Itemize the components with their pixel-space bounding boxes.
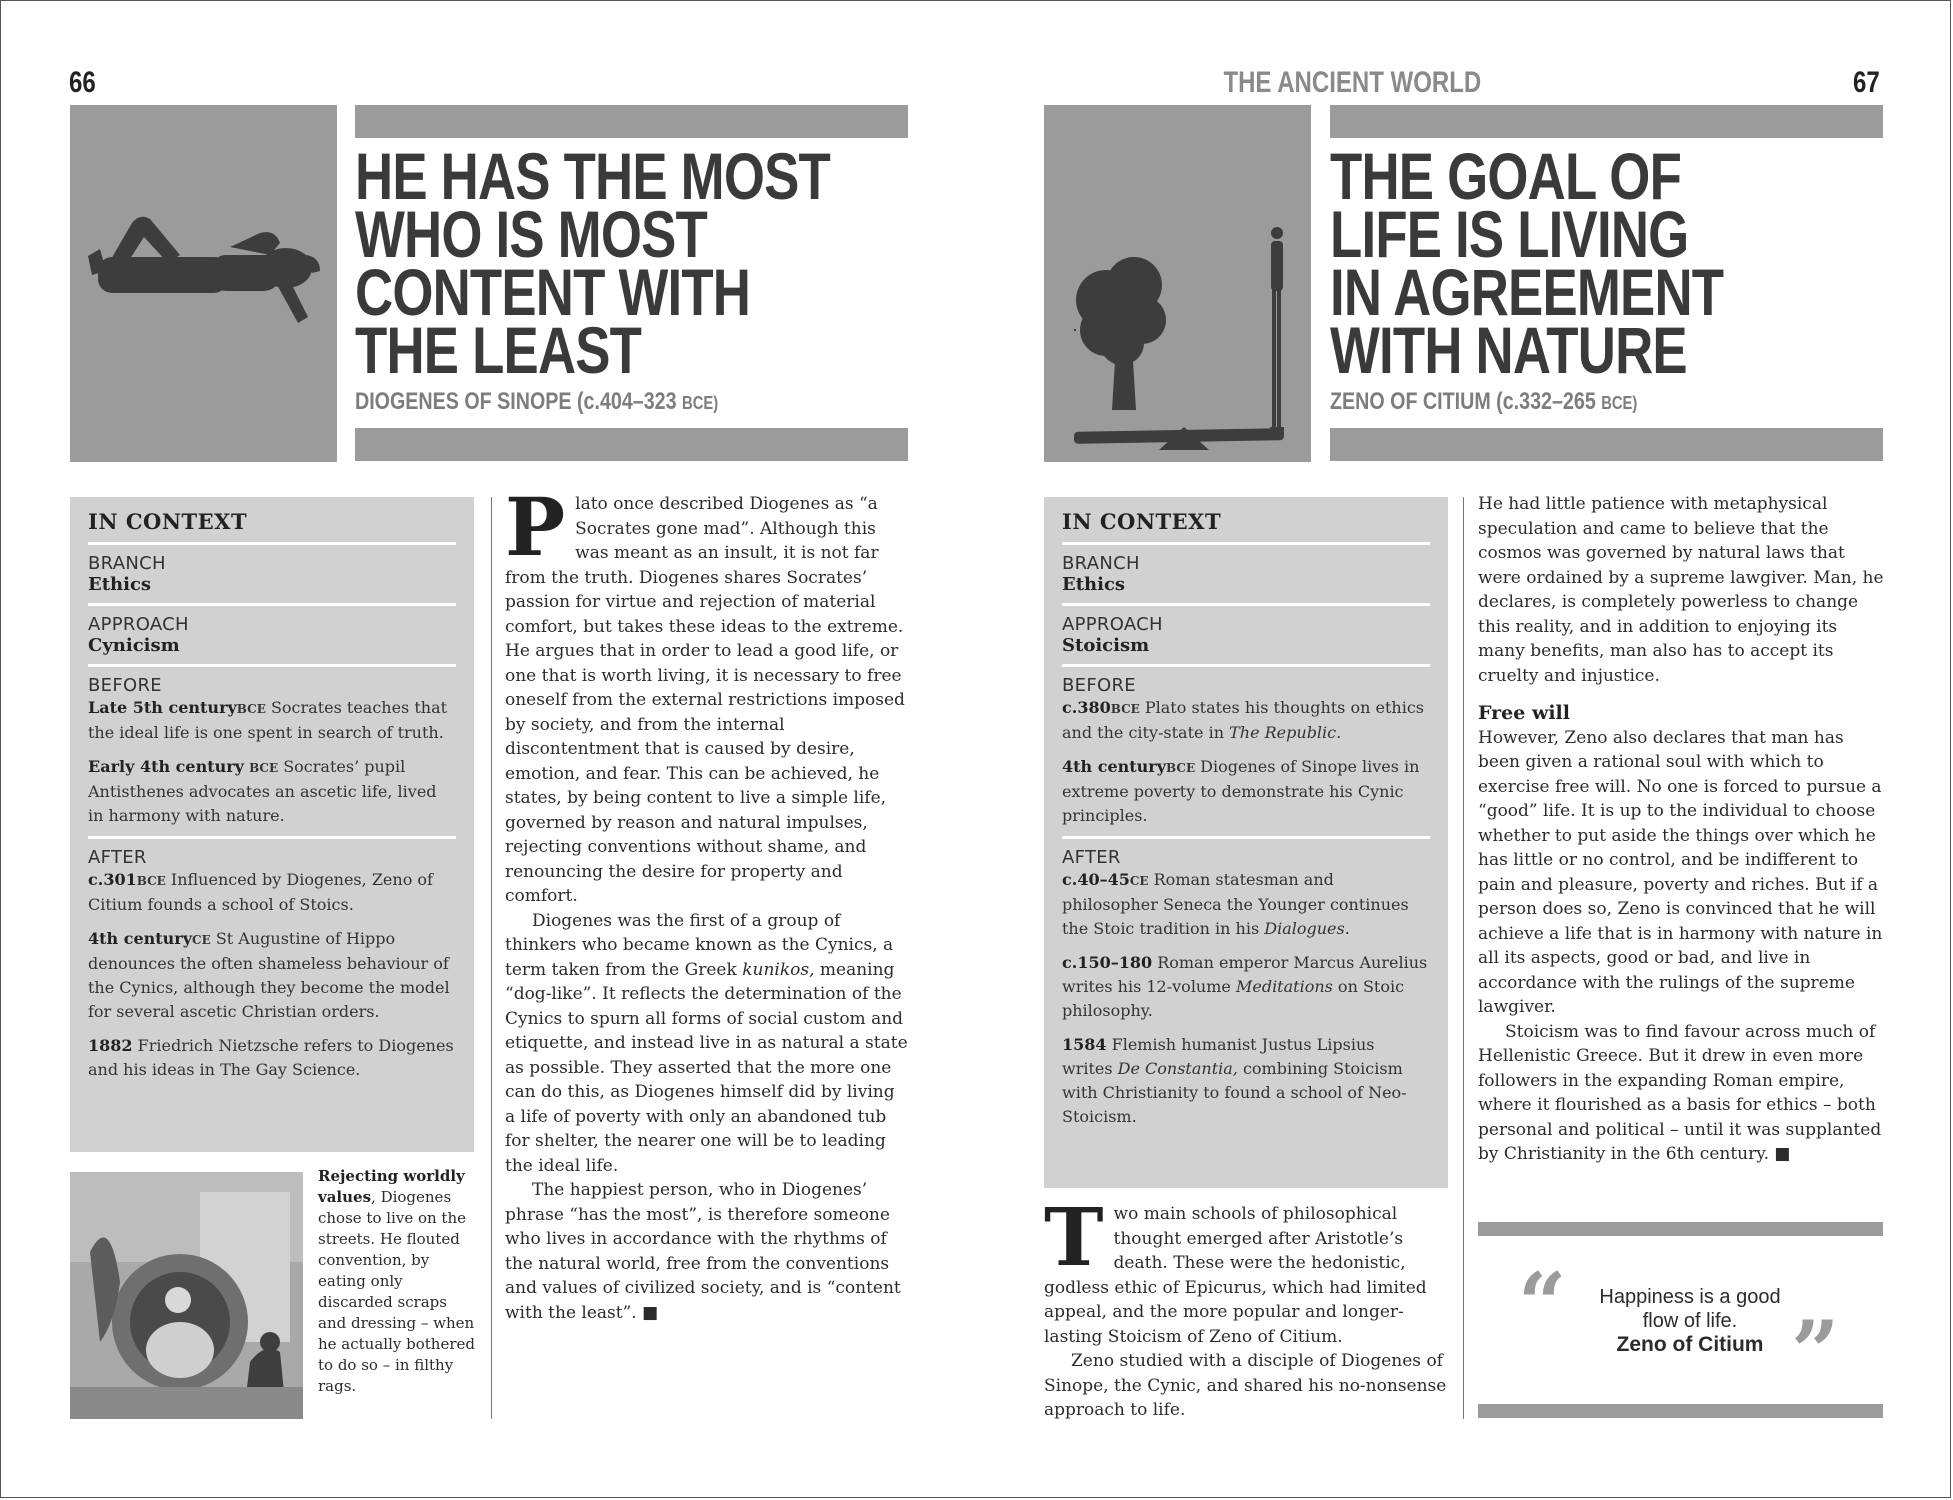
quote-line: flow of life. [1642, 1310, 1738, 1332]
left-author-era: BCE) [682, 393, 719, 413]
running-head: THE ANCIENT WORLD [1223, 66, 1481, 99]
context-label: BRANCH [88, 553, 166, 574]
context-item: 1882 Friedrich Nietzsche refers to Diogenes and his ideas in The Gay Science. [88, 1036, 454, 1079]
left-author-name: DIOGENES OF SINOPE [355, 388, 572, 415]
context-label: AFTER [88, 847, 147, 868]
context-label: BRANCH [1062, 553, 1140, 574]
left-context-branch [88, 553, 456, 606]
left-title [355, 139, 830, 387]
reclining-person-icon [70, 105, 337, 462]
right-page-number: 67 [1853, 66, 1880, 99]
context-item: Late 5th centuryBCE Socrates teaches that the ideal life is one spent in search of truth. [88, 698, 448, 742]
right-title-line: IN AGREEMENT [1330, 255, 1724, 329]
context-value: Ethics [1062, 574, 1126, 595]
context-item: 1584 Flemish humanist Justus Lipsius writes De Constantia, combining Stoicism with Christianity to found a school of Neo-Stoicism. [1062, 1035, 1407, 1126]
dropcap-p: P [505, 480, 566, 574]
context-label: BEFORE [1062, 675, 1136, 696]
painting-caption: Rejecting worldly values, Diogenes chose to live on the streets. He flouted convention, by eating only discarded scraps and dressing – when he actually bothered to do so – in filthy rags. [318, 1167, 475, 1395]
context-item: 4th centuryCE St Augustine of Hippo denounces the often shameless behaviour of the Cynics, although they become the model for several ascetic Christian orders. [88, 929, 450, 1021]
left-title-line: CONTENT WITH [355, 255, 751, 329]
left-context-after [88, 847, 456, 1100]
quote-bottom-band [1478, 1404, 1883, 1418]
left-title-line: HE HAS THE MOST [355, 139, 830, 213]
left-column-rule [491, 497, 492, 1419]
quote-line: Happiness is a good [1599, 1286, 1781, 1308]
left-title-line: THE LEAST [355, 313, 642, 387]
right-context-before [1062, 675, 1430, 839]
right-author-era: BCE) [1601, 393, 1638, 413]
left-title-bottom-band [355, 428, 908, 461]
context-item: c.380BCE Plato states his thoughts on ethics and the city-state in The Republic. [1062, 698, 1424, 742]
context-label: APPROACH [88, 614, 189, 635]
right-title-line: THE GOAL OF [1330, 139, 1682, 213]
right-icon-panel [1044, 105, 1311, 462]
context-value: Cynicism [88, 635, 180, 656]
right-author [1330, 388, 1637, 416]
context-item: c.40–45CE Roman statesman and philosopher Seneca the Younger continues the Stoic tradition in his Dialogues. [1062, 870, 1409, 938]
right-context-branch [1062, 553, 1430, 606]
open-quote-icon: “ [1518, 1254, 1567, 1353]
right-title-line: WITH NATURE [1330, 313, 1687, 387]
context-item: c.301BCE Influenced by Diogenes, Zeno of Citium founds a school of Stoics. [88, 870, 433, 914]
right-context-after [1062, 847, 1430, 1147]
left-author [355, 388, 718, 416]
left-title-line: WHO IS MOST [355, 197, 707, 271]
diogenes-painting [70, 1172, 303, 1419]
right-author-name: ZENO OF CITIUM [1330, 388, 1491, 415]
left-in-context-box [70, 497, 474, 1152]
tree-and-man-seesaw-icon [1044, 105, 1311, 462]
context-value: Stoicism [1062, 635, 1150, 656]
context-item: Early 4th century BCE Socrates’ pupil Antisthenes advocates an ascetic life, lived in harmony with nature. [88, 757, 437, 825]
left-author-dates: (c.404–323 [576, 388, 677, 415]
painting-illustration [70, 1172, 303, 1419]
subhead-free-will: Free will [1478, 702, 1570, 724]
left-context-approach [88, 614, 456, 667]
context-label: BEFORE [88, 675, 162, 696]
dropcap-t: T [1044, 1190, 1104, 1284]
context-item: 4th centuryBCE Diogenes of Sinope lives in extreme poverty to demonstrate his Cynic principles. [1062, 757, 1420, 825]
left-context-heading: IN CONTEXT [88, 509, 456, 545]
left-page-number: 66 [69, 66, 96, 99]
right-body-text-left: Two main schools of philosophical thought emerged after Aristotle’s death. These were the hedonistic, godless ethic of Epicurus, which had limited appeal, and the more popular and longer-lasting Stoicism of Zeno of Citium. Zeno studied with a disciple of Diogenes of Sinope, the Cynic, and shared his no-nonsense approach to life. [1044, 1190, 1447, 1420]
right-in-context-box [1044, 497, 1448, 1188]
context-label: AFTER [1062, 847, 1121, 868]
context-label: APPROACH [1062, 614, 1163, 635]
right-body-text-right: He had little patience with metaphysical speculation and came to believe that the cosmos was governed by natural laws that were ordained by a supreme lawgiver. Man, he declares, is completely powerless to change this reality, and in addition to enjoying its many benefits, man also has to accept its cruelty and injustice. Free will However, Zeno also declares that man has been given a rational soul with which to exercise free will. No one is forced to pursue a “good” life. It is up to the individual to choose whether to put aside the things over which he has little or no control, and be indifferent to pain and pleasure, poverty and riches. But if a person does so, Zeno is convinced that he will achieve a life that is in harmony with nature in all its aspects, good or bad, and live in accordance with the rulings of the supreme lawgiver. Stoicism was to find favour across much of Hellenistic Greece. But it drew in even more followers in the expanding Roman empire, where it flourished as a basis for ethics – both personal and political – until it was supplanted by Christianity in the 6th century. ■ [1478, 494, 1884, 1164]
close-quote-icon: ” [1791, 1302, 1840, 1401]
left-icon-panel [70, 105, 337, 462]
right-title-bottom-band [1330, 428, 1883, 461]
right-title-line: LIFE IS LIVING [1330, 197, 1689, 271]
context-item: c.150–180 Roman emperor Marcus Aurelius writes his 12-volume Meditations on Stoic philosophy. [1062, 953, 1428, 1020]
right-context-heading: IN CONTEXT [1062, 509, 1430, 545]
quote-top-band [1478, 1222, 1883, 1236]
left-context-before [88, 675, 456, 839]
quote-attribution: Zeno of Citium [1616, 1333, 1764, 1356]
left-title-top-band [355, 105, 908, 138]
context-value: Ethics [88, 574, 152, 595]
right-context-approach [1062, 614, 1430, 667]
right-title-top-band [1330, 105, 1883, 138]
right-title [1330, 139, 1724, 387]
left-body-text: Plato once described Diogenes as “a Socrates gone mad”. Although this was meant as an insult, it is not far from the truth. Diogenes shares Socrates’ passion for virtue and rejection of material comfort, but takes these ideas to the extreme. He argues that in order to lead a good life, or one that is worth living, it is necessary to free oneself from the external restrictions imposed by society, and from the internal discontentment that is caused by desire, emotion, and fear. This can be achieved, he states, by being content to live a simple life, governed by reason and natural impulses, rejecting conventions without shame, and renouncing the desire for property and comfort. Diogenes was the first of a group of thinkers who became known as the Cynics, a term taken from the Greek kunikos, meaning “dog-like”. It reflects the determination of the Cynics to spurn all forms of social custom and etiquette, and instead live in as natural a state as possible. They asserted that the more one can do this, as Diogenes himself did by living a life of poverty with only an abandoned tub for shelter, the nearer one will be to leading the ideal life. The happiest person, who in Diogenes’ phrase “has the most”, is therefore someone who lives in accordance with the rhythms of the natural world, free from the conventions and values of civilized society, and is “content with the least”. ■ [505, 480, 908, 1323]
right-column-rule [1463, 497, 1464, 1419]
right-author-dates: (c.332–265 [1496, 388, 1596, 415]
